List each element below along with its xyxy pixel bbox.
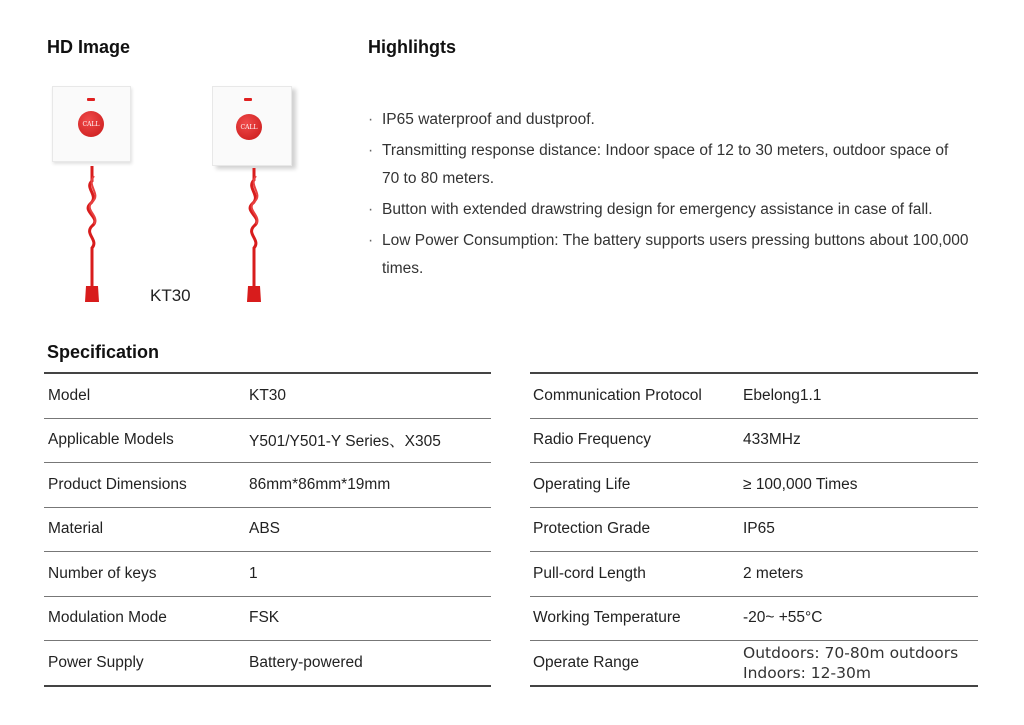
table-row [530,463,978,508]
model-label: KT30 [150,286,191,305]
spec-value: 2 meters [743,564,804,582]
pull-cord-icon [234,168,274,308]
table-row [530,374,978,419]
table-row [530,597,978,642]
list-item: · IP65 waterproof and dustproof. [368,106,1008,134]
spec-key: Power Supply [48,653,144,671]
indicator-led [244,98,252,101]
table-row [530,552,978,597]
bullet-icon: · [368,232,374,249]
spec-value: 433MHz [743,431,801,449]
spec-value: Ebelong1.1 [743,386,822,404]
spec-key: Product Dimensions [48,475,187,493]
spec-value: KT30 [249,386,287,404]
spec-value: FSK [249,609,280,627]
call-button-icon: CALL [78,111,104,137]
bullet-icon: · [368,142,374,159]
indicator-led [87,98,95,101]
spec-value: 86mm*86mm*19mm [249,475,391,493]
spec-value: ≥ 100,000 Times [743,475,858,493]
spec-key: Working Temperature [533,609,681,627]
spec-table-right [530,372,978,687]
spec-value: ABS [249,520,281,538]
specification-heading: Specification [47,342,160,362]
spec-key: Operating Life [533,475,631,493]
highlights-heading: Highlihgts [368,37,456,57]
spec-value [743,643,978,683]
bullet-icon: · [368,111,374,128]
range-indoors: Indoors: 12-30m [743,663,871,682]
list-item: · Transmitting response distance: Indoor space of 12 to 30 meters, outdoor space of 70 to 80 meters. [368,137,962,193]
product-image-front [52,86,132,306]
spec-key: Applicable Models [48,431,174,449]
range-outdoors: Outdoors: 70-80m outdoors [743,643,959,662]
table-row [44,463,491,508]
pull-cord-icon [72,166,112,306]
spec-key: Material [48,520,104,538]
spec-value: 1 [249,564,258,582]
spec-key: Protection Grade [533,520,651,538]
table-row [530,508,978,553]
spec-key: Number of keys [48,564,157,582]
highlights-list [368,106,1008,286]
list-item: · Button with extended drawstring design for emergency assistance in case of fall. [368,196,1008,224]
spec-table-left [44,372,491,687]
table-row [44,597,491,642]
spec-value: Y501/Y501-Y Series、X305 [249,433,441,451]
spec-value: Battery-powered [249,653,363,671]
table-row [44,641,491,687]
hd-image-heading: HD Image [47,37,131,57]
list-item: · Low Power Consumption: The battery supports users pressing buttons about 100,000 times. [368,227,982,283]
spec-value: -20~ +55°C [743,609,823,627]
spec-key: Model [48,386,91,404]
table-row [530,419,978,464]
spec-key: Pull-cord Length [533,564,646,582]
table-row [44,374,491,419]
spec-value: IP65 [743,520,775,538]
table-row [44,419,491,464]
call-button-icon: CALL [236,114,262,140]
bullet-icon: · [368,201,374,218]
spec-key: Radio Frequency [533,431,652,449]
spec-key: Operate Range [533,653,639,671]
product-image-angled [212,86,302,306]
spec-key: Modulation Mode [48,609,167,627]
table-row [44,508,491,553]
table-row [44,552,491,597]
spec-key: Communication Protocol [533,386,702,404]
table-row [530,641,978,687]
